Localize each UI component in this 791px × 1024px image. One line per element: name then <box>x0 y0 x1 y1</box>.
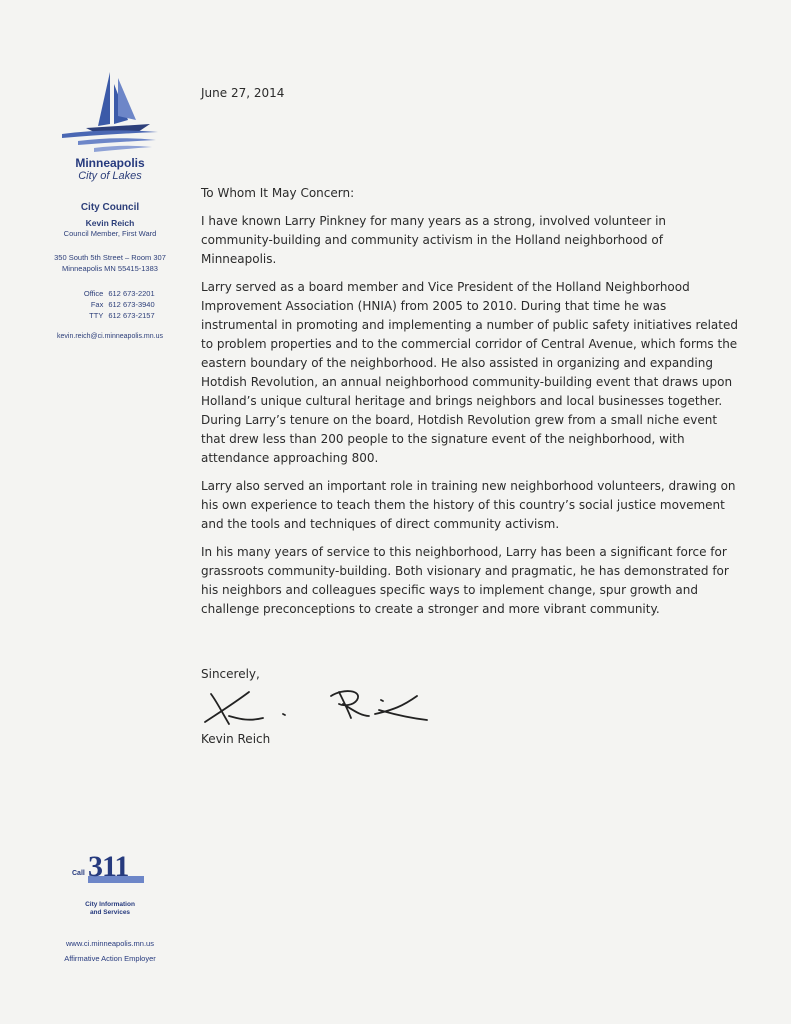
member-title: Council Member, First Ward <box>63 229 157 238</box>
address-line-1: 350 South 5th Street – Room 307 <box>54 253 166 262</box>
service-desc-line-2: and Services <box>89 909 131 916</box>
contact-value: 612 673-2201 <box>108 289 155 298</box>
paragraph: In his many years of service to this neighborhood, Larry has been a significant force for grassroots community-building. Both visionary and pragmatic, he has demonstrated for his neighbors and colleagues specific ways to implement change, spur growth and challenge preconceptions to create a stronger and more vibrant community. <box>201 545 729 616</box>
contact-value: 612 673-2157 <box>108 311 155 320</box>
contact-row <box>65 310 154 321</box>
contact-label: Fax <box>90 300 104 309</box>
contact-label: TTY <box>89 311 104 320</box>
letter-date: June 27, 2014 <box>201 86 285 100</box>
closing: Sincerely, <box>201 667 260 681</box>
service-description <box>30 901 190 917</box>
letter-body <box>201 84 741 749</box>
council-heading: City Council <box>80 202 140 213</box>
city-name: Minneapolis <box>75 156 145 170</box>
sailboat-logo-icon <box>58 68 162 154</box>
signer-name: Kevin Reich <box>201 732 271 746</box>
letterhead-sidebar <box>30 68 190 340</box>
contact-list <box>65 288 154 321</box>
call-label: Call <box>72 870 85 877</box>
paragraph: Larry also served an important role in training new neighborhood volunteers, drawing on his own experience to teach them the history of this country’s social justice movement and the tools and techniques of direct community activism. <box>201 479 736 531</box>
paragraph: I have known Larry Pinkney for many years as a strong, involved volunteer in community-building and community activism in the Holland neighborhood of Minneapolis. <box>201 214 667 266</box>
office-address <box>30 252 190 274</box>
contact-row <box>65 299 154 310</box>
contact-value: 612 673-3940 <box>108 300 155 309</box>
member-name: Kevin Reich <box>85 218 135 228</box>
call-311-logo-icon <box>68 848 152 894</box>
affirmative-action: Affirmative Action Employer <box>64 954 156 963</box>
contact-label: Office <box>83 289 104 298</box>
salutation: To Whom It May Concern: <box>201 186 355 200</box>
contact-row <box>65 288 154 299</box>
service-desc-line-1: City Information <box>85 901 135 908</box>
city-services-block <box>30 848 190 963</box>
paragraph: Larry served as a board member and Vice President of the Holland Neighborhood Improvement Association (HNIA) from 2005 to 2010. During that time he was instrumental in promoting and implementing a number of public safety initiatives related to problem properties and to the commercial corridor of Central Avenue, which forms the eastern boundary of the neighborhood. He also assisted in organizing and expanding Hotdish Revolution, an annual neighborhood community-building event that draws upon Holland’s unique cultural heritage and brings neighbors and local businesses together. During Larry’s tenure on the board, Hotdish Revolution grew from a small niche event that drew less than 200 people to the signature event of the neighborhood, with attendance approaching 800. <box>201 280 738 465</box>
address-line-2: Minneapolis MN 55415-1383 <box>62 264 158 273</box>
email-address: kevin.reich@ci.minneapolis.mn.us <box>57 333 163 340</box>
signature-icon <box>203 684 443 730</box>
city-tagline: City of Lakes <box>78 170 142 182</box>
service-number: 311 <box>88 850 129 883</box>
website: www.ci.minneapolis.mn.us <box>66 939 154 948</box>
